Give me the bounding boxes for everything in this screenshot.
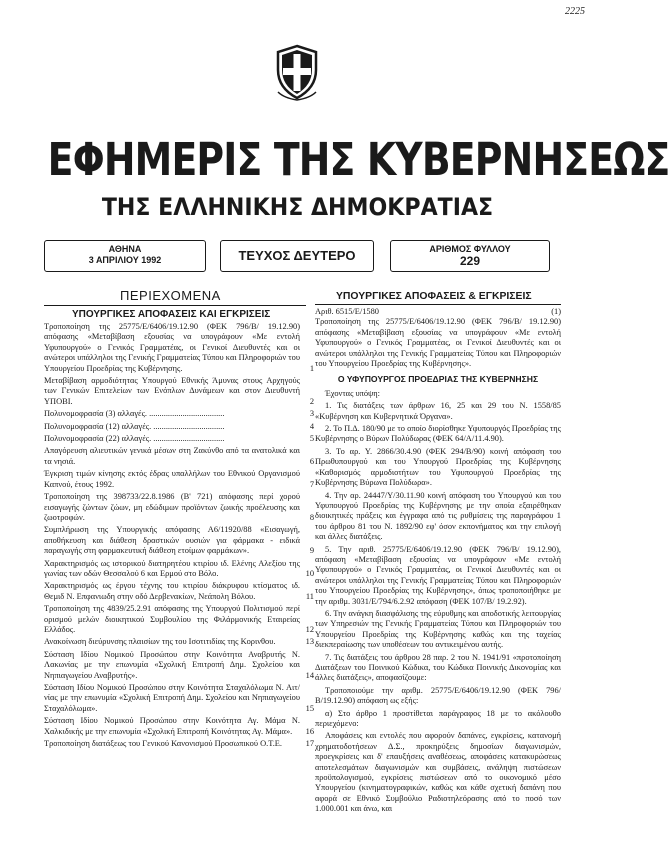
decision-ref-index: (1) [551,307,561,316]
toc-heading: ΠΕΡΙΕΧΟΜΕΝΑ [120,288,221,303]
toc-page: 17 [305,739,314,749]
decision-item: 4. Την αρ. 24447/Υ/30.11.90 κοινή απόφαση του Υπουργού και του Υφυπουργού Προεδρίας της Κυβέρνησης με την οποία εξαιρέθηκαν διοικητικές πράξεις και έγγραφα από τις ρυθμίσεις της παραγράφου 1 του άρθρου 81 του Ν. 1892/90 εφ' όσον εκπονήματος και την επιλογή και άλλες διατάξεις. [315,490,561,542]
toc-page: 13 [305,637,314,647]
toc-entry[interactable]: Μεταβίβαση αρμοδιότητας Υπουργού Εθνικής Άμυνας στους Αρχηγούς των Γενικών Επιτελείων των Ενόπλων Δυνάμεων και στον Διευθυντή ΥΠΟΒΙ. 2 [44,376,314,406]
toc-entry[interactable]: Ανακοίνωση διεύρυνσης πλαισίων της του Ισοτιτιδίας της Κορινθου. 13 [44,637,314,647]
toc-page: 3 [309,409,314,419]
toc-page: 4 [309,421,314,431]
toc-page: 16 [305,726,314,736]
page-number: 2225 [565,6,585,17]
toc-entry[interactable]: Συμπλήρωση της Υπουργικής απόφασης Α6/11920/88 «Εισαγωγή, αποθήκευση και διάθεση δραστικών ουσιών για φάρμακα - ειδικά παραγωγής στη φαρμακευτική διάθεση ετοίμων φαρμάκων». 9 [44,525,314,556]
decision-item: Τροποποιούμε την αριθμ. 25775/Ε/6406/19.12.90 (ΦΕΚ 796/ Β/19.12.90) απόφαση ως εξής: [315,685,561,706]
decision-item: 6. Την ανάγκη διασφάλισης της εύρυθμης και αποδοτικής λειτουργίας των Υπηρεσιών της Γενικής Γραμματείας Τύπου και Πληροφοριών του Υπουργείου Προεδρίας της Κυβέρνησης καθώς και της ταχείας διεκπεραίωσης των υποθέσεων του αντικειμένου αυτής. [315,608,561,650]
toc-entry[interactable]: Σύσταση Ιδίου Νομικού Προσώπου στην Κοινότητα Σταχαλόλωμα Ν. Αιτ/νίας με την επωνυμία «Σχολική Επιτροπή Δημ. Σχολείου και Νηπιαγωγείου Σταχαλόλωμα». 15 [44,683,314,713]
decision-ref-number: Αριθ. 6515/Ε/1580 [315,307,379,316]
toc-entry[interactable]: Απαγόρευση αλιευτικών γενικά μέσων στη Ζακύνθο από τα ανατολικά και τα νησιά. 6 [44,446,314,466]
toc-entry[interactable]: Σύσταση Ιδίου Νομικού Προσώπου στην Κοινότητα Αγ. Μάμα Ν. Χαλκιδικής με την επωνυμία «Σχολική Επιτροπή Κοινότητας Αγ. Μάμα». 16 [44,716,314,736]
decision-section-heading: ΥΠΟΥΡΓΙΚΕΣ ΑΠΟΦΑΣΕΙΣ & ΕΓΚΡΙΣΕΙΣ [336,291,532,302]
decision-item: 2. Το Π.Δ. 180/90 με το οποίο διορίσθηκε Υφυπουργός Προεδρίας της Κυβέρνησης ο Βύρων Πολύδωρας (ΦΕΚ 64/Α/11.4.90). [315,424,561,444]
toc-page: 1 [309,363,314,373]
toc-entry[interactable]: Τροποποίηση της 398733/22.8.1986 (Β' 721) απόφασης περί χορού εισαγωγής ζώντων ζώων, μη εδώδιμων προϊόντων ζωικής προέλευσης και ζωοτροφών. 8 [44,492,314,522]
toc-section-heading: ΥΠΟΥΡΓΙΚΕΣ ΑΠΟΦΑΣΕΙΣ ΚΑΙ ΕΓΚΡΙΣΕΙΣ [72,309,271,320]
toc-entry[interactable]: Τροποποίηση της 25775/Ε/6406/19.12.90 (ΦΕΚ 796/Β/ 19.12.90) απόφασης «Μεταβίβαση εξουσίας να υπογράφουν «Με εντολή Υφυπουργού» ο Γενικός Γραμματέας, οι Γενικοί Διευθυντές και οι ανώτεροι υπάλληλοι της Γενικής Γραμματείας Τύπου και Πληροφοριών του Υπουργείου Προεδρίας της Κυβέρνησης. 1 [44,322,314,373]
toc-page: 12 [305,624,314,634]
toc-entry[interactable]: Τροποποίηση διατάξεως του Γενικού Κανονισμού Προσωπικού Ο.Τ.Ε. 17 [44,739,314,749]
decision-authority: Ο ΥΦΥΠΟΥΡΓΟΣ ΠΡΟΕΔΡΙΑΣ ΤΗΣ ΚΥΒΕΡΝΗΣΗΣ [337,374,539,385]
toc-entry[interactable]: Έγκριση τιμών κίνησης εκτός έδρας υπαλλήλων του Εθνικού Οργανισμού Καπνού, έτους 1992. 7 [44,469,314,489]
issue-box [220,240,374,272]
toc-entry[interactable]: Πολυνομοφρασία (3) αλλαγές. .................................... 3 [44,409,314,419]
decision-item: α) Στο άρθρο 1 προστίθεται παράγραφος 18 με το ακόλουθο περιεχόμενο: [315,708,561,729]
issue-date: 3 ΑΠΡΙΛΙΟΥ 1992 [88,255,162,265]
place-date-box [44,240,206,272]
toc-rule [44,305,306,306]
toc-entry[interactable]: Πολυνομοφρασία (22) αλλαγές. .................................. 5 [44,434,314,444]
toc-list [44,322,314,751]
toc-page: 14 [305,670,314,680]
toc-entry[interactable]: Τροποποίηση της 4839/25.2.91 απόφασης της Υπουργού Πολιτισμού περί ορισμού μελών διοικητικού Συμβουλίου της Φιλάρμονικής Εταιρείας Ελλάδος. 12 [44,604,314,634]
sheet-number-box [390,240,550,272]
decision-item: 5. Την αριθ. 25775/Ε/6406/19.12.90 (ΦΕΚ 796/Β/ 19.12.90), απόφαση «Μεταβίβαση εξουσίας να υπογράφουν «Με εντολή Υφυπουργού» ο Γενικός Γραμματέας, οι Γενικοί Διευθυντές και οι ανώτεροι υπάλληλοι της Γενικής Γραμματείας Τύπου και Πληροφοριών του Υπουργείου Προεδρίας της Κυβέρνησης», όπως τροποποιήθηκε με την αριθμ. 3031/Ε/794/6.2.92 απόφαση (ΦΕΚ 107/Β/ 19.2.92). [315,544,561,606]
toc-entry[interactable]: Χαρακτηρισμός ως έργου τέχνης του κτιρίου διάκρυφου κτίσματος ιδ. Θεμιδ Ν. Επφανιωδη στην οδό Δερβενακίων, Νεάπολη Βόλου. 11 [44,581,314,601]
decision-title: Τροποποίηση της 25775/Ε/6406/19.12.90 (ΦΕΚ 796/Β/ 19.12.90) απόφασης «Μεταβίβαση εξουσίας να υπογράφουν «Με εντολή Υφυπουργού» ο Γενικός Γραμματέας, οι Γενικοί Διευθυντές και οι ανώτεροι υπάλληλοι της Γενικής Γραμματείας Τύπου και Πληροφοριών του Υπουργείου Προεδρίας της Κυβέρνησης». [315,317,561,369]
toc-entry[interactable]: Χαρακτηρισμός ως ιστορικού διατηρητέου κτιρίου ιδ. Ελένης Αλεξίου της γωνίας των οδών Θεσσαλού 6 και Ερμού στο Βόλο. 10 [44,558,314,578]
toc-entry[interactable]: Σύσταση Ιδίου Νομικού Προσώπου στην Κοινότητα Αναβρυτής Ν. Λακωνίας με την επωνυμία «Σχολική Επιτροπή Δημ. Σχολείου και Νηπιαγωγείου Αναβρυτής». 14 [44,649,314,680]
sheet-number: 229 [459,254,481,268]
decision-reference [315,307,561,317]
decision-item: 1. Τις διατάξεις των άρθρων 16, 25 και 29 του Ν. 1558/85 «Κυβέρνηση και Κυβερνητικά Όργανα». [315,401,561,421]
decision-item: 7. Τις διατάξεις του άρθρου 28 παρ. 2 του Ν. 1941/91 «προτοποίηση Διατάξεων του Ποινικού Κώδικα, του Κώδικα Ποινικής Δικονομίας και άλλες διατάξεις», αποφασίζουμε: [315,652,561,683]
coat-of-arms-icon [272,44,322,100]
gazette-title: ΕΦΗΜΕΡΙΣ ΤΗΣ ΚΥΒΕΡΝΗΣΕΩΣ [47,133,670,186]
decision-item: Αποφάσεις και εντολές που αφορούν δαπάνες, εγκρίσεις, κατανομή χρηματοδοτήσεων Δ.Σ., προκηρύξεις δημοσίων διαγωνισμών, προεγκρίσεις και δ' επαυξήσεις αναθέσεως, αποφάσεις κατακυρώσεως αποτελεσμάτων διαγωνισμών και συμβάσεις, ανάληψη πιστώσεων προϋπολογισμού, εγκρίσεις πιστώσεων από το οικονομικό μέσο Υπουργείου (κινηματογραφικών, καθώς και κάθε σχετική δαπάνη που αφορά σε Εθνικό Συμβούλιο Ραδιοτηλεόρασης από το ποσό των 1.000.001 και άνω, και [315,731,561,814]
place-label: ΑΘΗΝΑ [108,244,142,254]
decision-item: 3. Το αρ. Υ. 2866/30.4.90 (ΦΕΚ 294/Β/90) κοινή απόφαση του Πρωθυπουργού και του Υπουργού Προεδρίας της Κυβέρνησης «Καθορισμός αρμοδιοτήτων του Υφυπουργού Προεδρίας της Κυβέρνησης Βύρωνα Πολύδωρα». [315,446,561,488]
toc-page: 11 [305,591,314,601]
toc-page: 8 [309,512,314,522]
decision-having-regard: Έχοντας υπόψη: [325,388,380,398]
toc-page: 7 [309,479,314,489]
toc-page: 15 [305,703,314,713]
toc-entry[interactable]: Πολυνομοφρασία (12) αλλαγές. .................................. 4 [44,421,314,431]
toc-page: 2 [309,396,314,406]
toc-page: 6 [309,456,314,466]
toc-page: 5 [309,434,314,444]
toc-page: 10 [305,568,314,578]
sheet-label: ΑΡΙΘΜΟΣ ΦΥΛΛΟΥ [429,244,511,254]
decision-body [315,307,561,817]
gazette-subtitle: ΤΗΣ ΕΛΛΗΝΙΚΗΣ ΔΗΜΟΚΡΑΤΙΑΣ [101,193,494,221]
toc-page: 9 [309,546,314,556]
decision-rule [315,304,561,305]
issue-label: ΤΕΥΧΟΣ ΔΕΥΤΕΡΟ [238,248,356,263]
